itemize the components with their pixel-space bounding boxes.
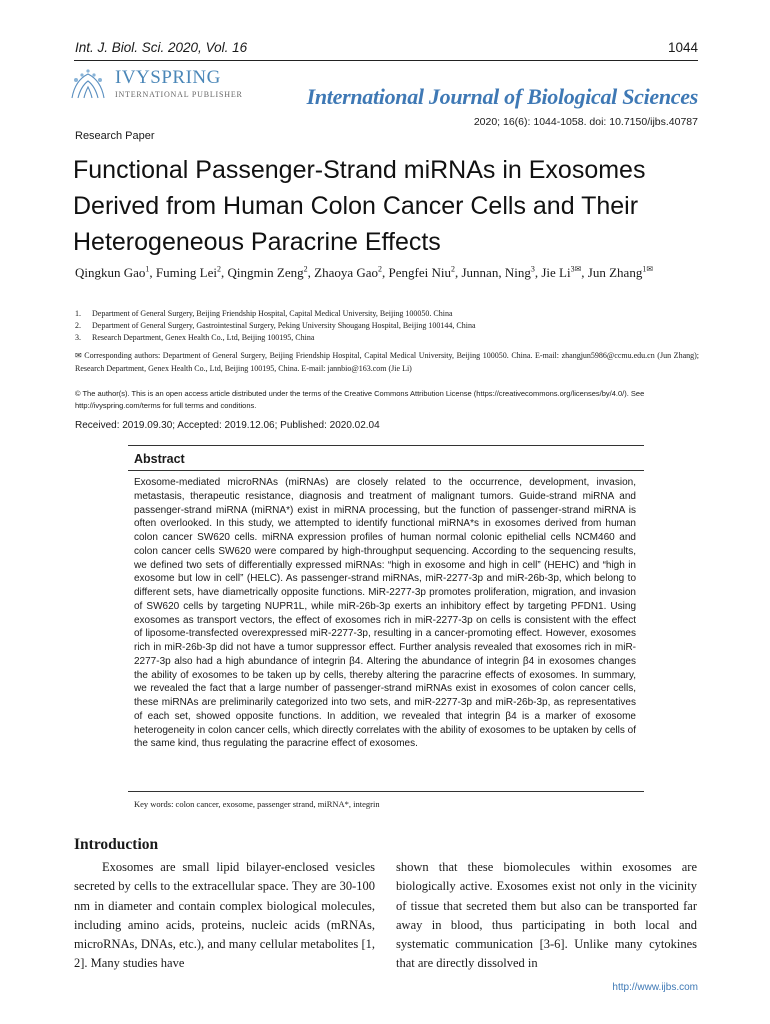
author-name: Pengfei Niu bbox=[388, 265, 451, 280]
author-list: Qingkun Gao$^1$, Fuming Lei$^2$, Qingmin Zeng$^2$, Zhaoya Gao$^2$, Pengfei Niu$^2$, Junnan, Ning$^3$, Jie $Li^{3✉}$, Jun Zhang$^{1✉}$ bbox=[75, 264, 654, 280]
article-type: Research Paper bbox=[75, 130, 155, 142]
keywords: Key words: colon cancer, exosome, passenger strand, miRNA*, integrin bbox=[134, 799, 380, 809]
affiliation-list bbox=[75, 308, 699, 344]
author-name: Qingmin Zeng bbox=[227, 265, 304, 280]
affiliation-item bbox=[75, 332, 699, 344]
affiliation-text: Research Department, Genex Health Co., Ltd, Beijing 100195, China bbox=[92, 333, 315, 342]
author-affiliation-mark: 3 bbox=[530, 264, 535, 274]
author-affiliation-mark: 2 bbox=[451, 264, 455, 274]
abstract-top-rule bbox=[128, 445, 644, 446]
header-rule bbox=[74, 60, 698, 61]
article-title: Functional Passenger-Strand miRNAs in Exosomes Derived from Human Colon Cancer Cells and Their Heterogeneous Paracrine Effects bbox=[73, 156, 646, 256]
author-affiliation-mark: 1✉ bbox=[642, 264, 654, 274]
abstract-bottom-rule bbox=[128, 791, 644, 792]
author-affiliation-mark: 3✉ bbox=[570, 264, 582, 274]
affiliation-text: Department of General Surgery, Beijing Friendship Hospital, Capital Medical University, Beijing 100050. China bbox=[92, 309, 453, 318]
citation: 2020; 16(6): 1044-1058. doi: 10.7150/ijbs.40787 bbox=[473, 116, 698, 128]
author-name: Jun Zhang bbox=[587, 265, 643, 280]
author-affiliation-mark: 2 bbox=[216, 264, 221, 274]
affiliation-number: 1. bbox=[75, 309, 81, 318]
ivyspring-logo-icon bbox=[68, 68, 108, 102]
publication-dates: Received: 2019.09.30; Accepted: 2019.12.06; Published: 2020.02.04 bbox=[75, 420, 380, 431]
affiliation-item bbox=[75, 320, 699, 332]
affiliation-text: Department of General Surgery, Gastrointestinal Surgery, Peking University Shougang Hospital, Beijing 100144, China bbox=[92, 321, 476, 330]
license-notice: © The author(s). This is an open access article distributed under the terms of the Creative Commons Attribution License (https://creativecommons.org/licenses/by/4.0/). See http://ivyspring.com/terms for full terms and conditions. bbox=[75, 389, 645, 410]
author-name: Jie Li bbox=[541, 265, 571, 280]
affiliation-item bbox=[75, 308, 699, 320]
journal-website-link[interactable]: http://www.ijbs.com bbox=[612, 982, 698, 993]
publisher-tagline: INTERNATIONAL PUBLISHER bbox=[115, 90, 243, 99]
corresponding-authors: ✉ Corresponding authors: Department of General Surgery, Beijing Friendship Hospital, Capital Medical University, Beijing 100050. China. E-mail: zhangjun5986@ccmu.edu.cn (Jun Zhang); Research Department, Genex Health Co., Ltd, Beijing 100195, China. E-mail: jannbio@163.com (Jie Li) bbox=[75, 351, 699, 373]
author-affiliation-mark: 2 bbox=[378, 264, 383, 274]
author-name: Qingkun Gao bbox=[75, 265, 146, 280]
introduction-column-left: Exosomes are small lipid bilayer-enclosed vesicles secreted by cells to the extracellular space. They are 30-100 nm in diameter and contain complex biological molecules, including amino acids, proteins, nucleic acids (mRNAs, microRNAs, DNAs, etc.), and many cellular metabolites [1, 2]. Many studies have bbox=[74, 860, 375, 971]
introduction-heading: Introduction bbox=[74, 836, 159, 853]
author-affiliation-mark: 2 bbox=[303, 264, 308, 274]
running-head: Int. J. Biol. Sci. 2020, Vol. 16 bbox=[75, 40, 248, 55]
author-name: Fuming Lei bbox=[155, 265, 217, 280]
abstract-heading: Abstract bbox=[134, 452, 185, 466]
publisher-name: IVYSPRING bbox=[115, 67, 221, 88]
author-name: Zhaoya Gao bbox=[314, 265, 379, 280]
page-number: 1044 bbox=[667, 40, 698, 55]
abstract-text: Exosome-mediated microRNAs (miRNAs) are closely related to the occurrence, development, invasion, metastasis, therapeutic resistance, diagnosis and treatment of malignant tumors. Guide-strand miRNA and passenger-strand miRNA (miRNA*) exist in miRNA processing, but the function of passenger-strand miRNA is often overlooked. In this study, we attempted to identify functional miRNA*s in exosomes derived from human colon cancer SW620 cells. miRNA expression profiles of human normal colonic epithelial cells NCM460 and colon cancer cells SW620 were compared by high-throughput sequencing. According to the sequencing results, we defined two sets of differentially expressed miRNAs: “high in exosome and high in cell” (HEHC) and “high in exosome but low in cell” (HELC). As passenger-strand miRNAs, miR-2277-3p and miR-26b-3p, which belong to different sets, have diametrically opposite functions. MiR-2277-3p promotes proliferation, migration, and invasion of SW620 cells by targeting NUPR1L, while miR-26b-3p exerts an inhibitory effect by targeting PFDN1. Using exosomes as transport vectors, the effect of exosomes rich in miR-2277-3p on cells is consistent with the effect of liposome-transfected overexpressed miR-2277-3p, resulting in a cancer-promoting effect. However, exosomes rich in miR-26b-3p did not have a tumor suppressor effect. Further analysis revealed that exosomes rich in miR-2277-3p also had a high abundance of integrin β4. Altering the abundance of integrin β4 in exosomes changes the ability of exosomes to be taken up by cells, thereby altering the paracrine effects of exosomes. In summary, we revealed the fact that a large number of passenger-strand miRNAs exist in exosomes of colon cancer cells, these miRNAs are preliminarily categorized into two sets, and miR-2277-3p and miR-26b-3p, as representatives of each set, showed opposite functions. In addition, we revealed that integrin β4 is a marker of exosome heterogeneity in colon cancer cells, which directly correlates with the ability of exosomes to be uptaken by cells of the same kind, thus regulating the paracrine effect of exosomes. bbox=[134, 477, 636, 750]
introduction-column-right: shown that these biomolecules within exosomes are biologically active. Exosomes exist not only in the vicinity of tissue that secreted them but also can be transported far away in blood, thus participating in both local and systematic communication [3-6]. Unlike many cytokines that are directly dissolved in bbox=[396, 860, 697, 971]
publisher-logo bbox=[68, 66, 243, 106]
journal-name: International Journal of Biological Sciences bbox=[306, 84, 698, 109]
affiliation-number: 2. bbox=[75, 321, 81, 330]
author-affiliation-mark: 1 bbox=[145, 264, 150, 274]
affiliation-number: 3. bbox=[75, 333, 81, 342]
abstract-heading-rule bbox=[128, 470, 644, 471]
author-name: Junnan, Ning bbox=[461, 265, 531, 280]
